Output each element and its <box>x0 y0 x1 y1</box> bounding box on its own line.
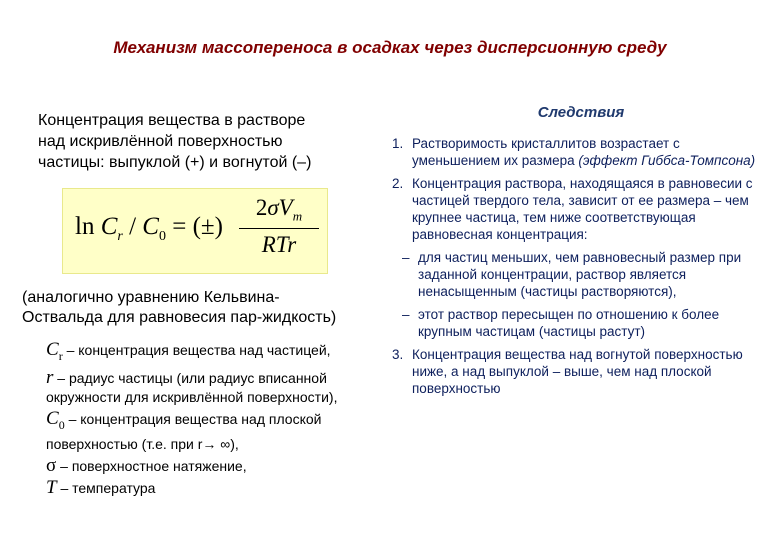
dash-marker: – <box>402 250 410 265</box>
subitem-note: (частицы растворяются), <box>520 284 677 299</box>
consequences-title: Следствия <box>537 104 625 121</box>
analogy-note: (аналогично уравнению Кельвина-Оствальда для равновесия пар-жидкость) <box>22 289 337 326</box>
subitem-text: этот раствор пересыщен по отношению к более крупным частицам <box>418 307 720 339</box>
variable-cr <box>46 340 346 366</box>
formula-fraction <box>239 195 319 258</box>
variable-symbol: T <box>46 476 57 498</box>
variable-symbol: $C_r$ <box>46 339 63 363</box>
slide-title: Механизм массопереноса в осадках через дисперсионную среду <box>113 38 667 57</box>
item-number: 3. <box>392 347 404 362</box>
variable-t <box>46 478 346 498</box>
item-text: Концентрация раствора, находящаяся в равновесии с частицей твердого тела, зависит от ее размера – чем крупнее частица, тем ниже соответствующая равновесная концентрация: <box>412 176 753 242</box>
consequences-panel <box>388 104 760 403</box>
variable-list <box>46 340 346 500</box>
variable-c0 <box>46 409 346 454</box>
item-note: (эффект Гиббса-Томпсона) <box>578 153 756 168</box>
consequence-item-3 <box>388 346 760 397</box>
variable-sigma <box>46 456 346 476</box>
consequence-subitem-1 <box>388 249 760 300</box>
subitem-note: (частицы растут) <box>538 324 646 339</box>
variable-desc: – поверхностное натяжение, <box>60 457 247 474</box>
variable-r <box>46 368 346 407</box>
item-text: Концентрация вещества над вогнутой поверхностью ниже, а над выпуклой – выше, чем над плоской поверхностью <box>412 347 743 396</box>
consequence-item-2 <box>388 175 760 243</box>
dash-marker: – <box>402 307 410 322</box>
formula-numerator: $2\sigma V_m$ <box>239 195 319 229</box>
item-number: 2. <box>392 176 404 191</box>
variable-desc: – температура <box>60 479 156 496</box>
variable-desc: – радиус частицы (или радиус вписанной окружности для искривлённой поверхности), <box>46 369 338 405</box>
variable-symbol: r <box>46 366 54 388</box>
formula-denominator: RTr <box>261 231 297 257</box>
consequence-item-1 <box>388 135 760 169</box>
consequence-subitem-2 <box>388 306 760 340</box>
item-number: 1. <box>392 136 404 151</box>
formula-box <box>62 188 328 274</box>
variable-symbol: σ <box>46 454 57 476</box>
variable-desc: – концентрация вещества над плоской поверхностью (т.е. при r→ ∞), <box>46 410 322 452</box>
formula-lhs: $\ln C_r / C_0$ = (±) <box>75 213 223 244</box>
subitem-text: для частиц меньших, чем равновесный размер при заданной концентрации, раствор является ненасыщенным <box>418 250 742 299</box>
item-text: Растворимость кристаллитов возрастает с уменьшением их размера <box>412 136 680 168</box>
variable-symbol: $C_0$ <box>46 407 65 432</box>
intro-text: Концентрация вещества в растворе над искривлённой поверхностью частицы: выпуклой (+) и вогнутой (–) <box>38 112 312 171</box>
variable-desc: – концентрация вещества над частицей, <box>66 342 331 358</box>
